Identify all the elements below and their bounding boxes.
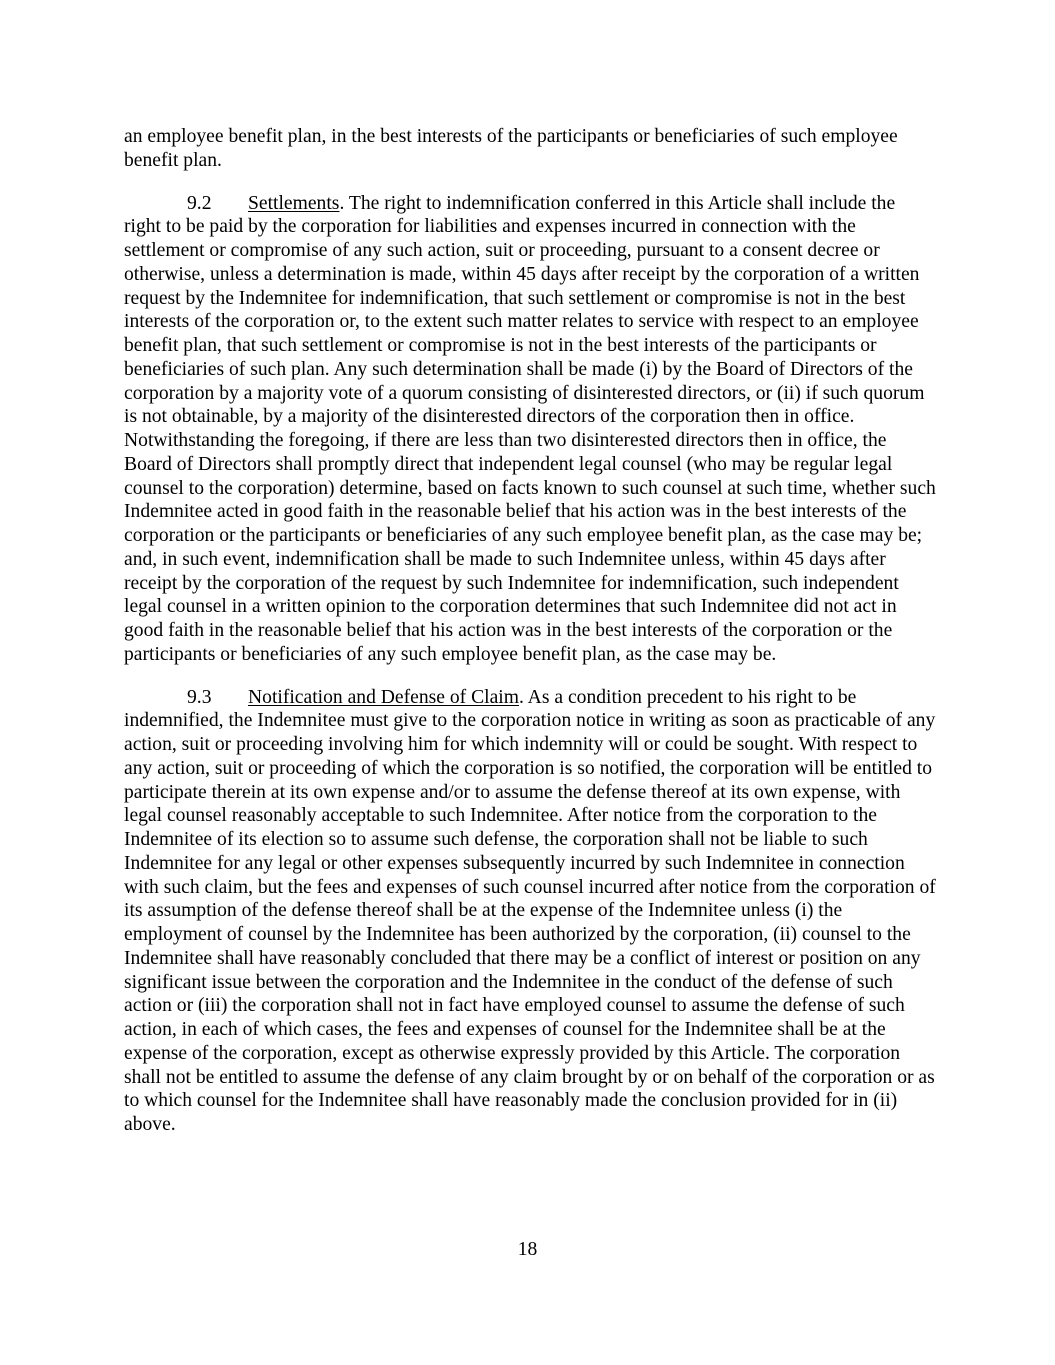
section-9-2-text: . The right to indemnification conferred in this Article shall include the right to be paid by the corporation for liabilities and expenses incurred in connection with the settlement or compromise of any such action, suit or proceeding, pursuant to a consent decree or otherwise, unless a determination is made, within 45 days after receipt by the corporation of a written request by the Indemnitee for indemnification, that such settlement or compromise is not in the best interests of the corporation or, to the extent such matter relates to service with respect to an employee benefit plan, that such settlement or compromise is not in the best interests of the participants or beneficiaries of such plan. Any such determination shall be made (i) by the Board of Directors of the corporation by a majority vote of a quorum consisting of disinterested directors, or (ii) if such quorum is not obtainable, by a majority of the disinterested directors of the corporation then in office. Notwithstanding the foregoing, if there are less than two disinterested directors then in office, the Board of Directors shall promptly direct that independent legal counsel (who may be regular legal counsel to the corporation) determine, based on facts known to such counsel at such time, whether such Indemnitee acted in good faith in the reasonable belief that his action was in the best interests of the corporation or the participants or beneficiaries of any such employee benefit plan, as the case may be; and, in such event, indemnification shall be made to such Indemnitee unless, within 45 days after receipt by the corporation of the request by such Indemnitee for indemnification, such independent legal counsel in a written opinion to the corporation determines that such Indemnitee did not act in good faith in the reasonable belief that his action was in the best interests of the corporation or the participants or beneficiaries of any such employee benefit plan, as the case may be. [124,192,936,665]
section-9-3-indent [124,686,248,710]
section-9-2-number: 9.2 [187,192,212,214]
section-9-3-heading: Notification and Defense of Claim [248,686,519,708]
continuation-paragraph [124,125,936,173]
section-9-3-number: 9.3 [187,686,212,708]
page-number: 18 [517,1239,538,1260]
document-body [124,125,936,1156]
section-9-3-paragraph [124,686,936,1137]
section-9-2-indent [124,192,248,216]
section-9-3-text: . As a condition precedent to his right to be indemnified, the Indemnitee must give to the corporation notice in writing as soon as practicable of any action, suit or proceeding involving him for which indemnity will or could be sought. With respect to any action, suit or proceeding of which the corporation is so notified, the corporation will be entitled to participate therein at its own expense and/or to assume the defense thereof at its own expense, with legal counsel reasonably acceptable to such Indemnitee. After notice from the corporation to the Indemnitee of its election so to assume such defense, the corporation shall not be liable to such Indemnitee for any legal or other expenses subsequently incurred by such Indemnitee in connection with such claim, but the fees and expenses of such counsel incurred after notice from the corporation of its assumption of the defense thereof shall be at the expense of the Indemnitee unless (i) the employment of counsel by the Indemnitee has been authorized by the corporation, (ii) counsel to the Indemnitee shall have reasonably concluded that there may be a conflict of interest or position on any significant issue between the corporation and the Indemnitee in the conduct of the defense of such action or (iii) the corporation shall not in fact have employed counsel to assume the defense of such action, in each of which cases, the fees and expenses of counsel for the Indemnitee shall be at the expense of the corporation, except as otherwise expressly provided by this Article. The corporation shall not be entitled to assume the defense of any claim brought by or on behalf of the corporation or as to which counsel for the Indemnitee shall have reasonably made the conclusion provided for in (ii) above. [124,686,936,1135]
section-9-2-paragraph [124,192,936,667]
section-9-2-heading: Settlements [248,192,340,214]
continuation-text: an employee benefit plan, in the best interests of the participants or beneficiaries of such employee benefit plan. [124,126,898,171]
